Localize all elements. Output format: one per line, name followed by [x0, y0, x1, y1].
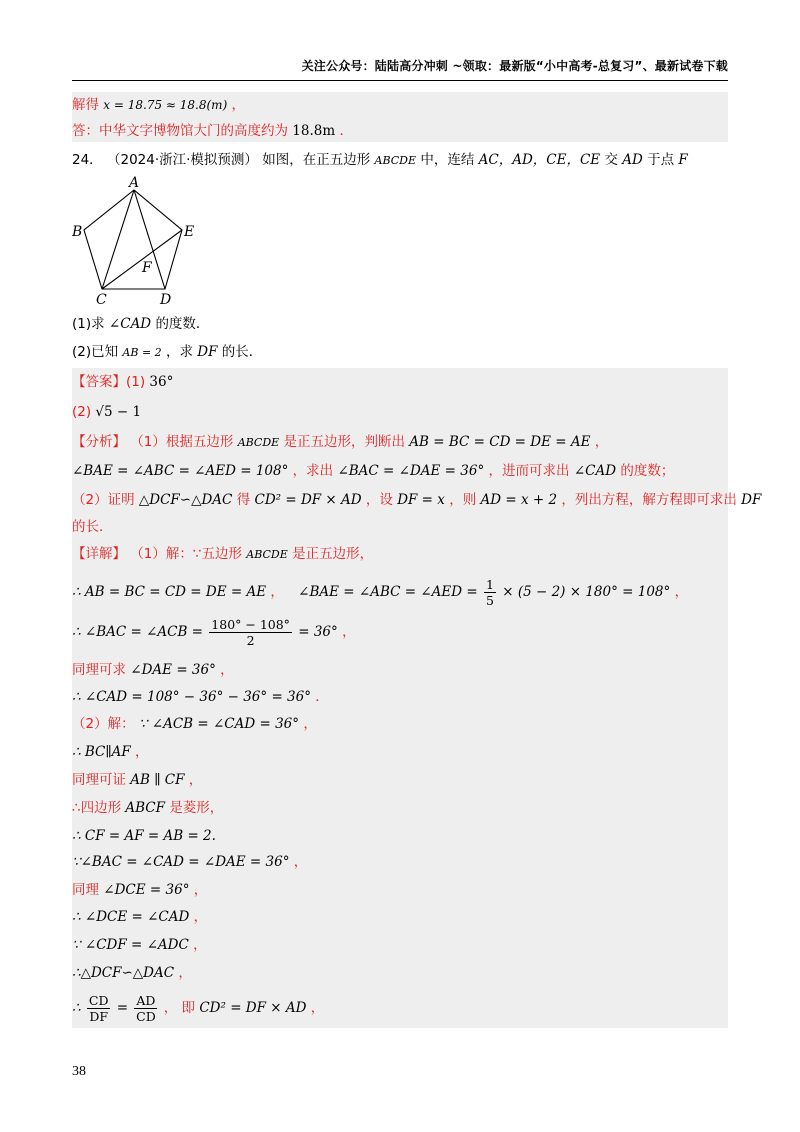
question-text-b: 中，连结	[420, 152, 475, 168]
detail-line-9	[72, 798, 223, 818]
question-segments: AC，AD，CE，CE	[478, 152, 601, 168]
analysis-2-angle: ∠CAD	[573, 463, 617, 479]
detail-1-b: 是正五边形，	[292, 546, 374, 562]
question-part1	[72, 314, 209, 334]
detail-9-a: ∴四边形	[72, 800, 122, 816]
detail-line-11	[72, 852, 307, 872]
part2-text-a: (2)已知	[72, 344, 119, 360]
answer-tail: ．	[339, 123, 353, 139]
detail-1-a: （1）解：∵五边形	[130, 546, 242, 562]
detail-2-eq: ∴ AB = BC = CD = DE = AE	[72, 584, 267, 600]
detail-line-14	[72, 935, 207, 955]
fraction-angle	[209, 617, 292, 648]
question-stem	[72, 150, 688, 171]
detail-8-a: 同理可证	[72, 772, 126, 788]
detail-12-tail: ，	[193, 882, 208, 898]
part1-text-a: (1)求	[72, 316, 105, 332]
detail-tag: 【详解】	[72, 546, 126, 562]
answer-1-label: (1)	[126, 374, 146, 390]
detail-line-10	[72, 826, 216, 846]
detail-16-eq: =	[116, 1000, 129, 1016]
analysis-4: 的长．	[72, 519, 113, 535]
analysis-1-b: 是正五边形，判断出	[283, 434, 405, 450]
detail-4-eq: ∠DAE = 36°	[130, 662, 216, 678]
fraction-one-fifth	[484, 577, 496, 608]
question-point-f: F	[678, 152, 688, 168]
part2-text-b: ，求	[165, 344, 193, 360]
detail-line-4	[72, 660, 234, 680]
header-rule	[72, 80, 728, 81]
detail-14-eq: ∵ ∠CDF = ∠ADC	[72, 937, 189, 953]
detail-5-eq: ∴ ∠CAD = 108° − 36° − 36° = 36°	[72, 689, 311, 705]
detail-10-eq: ∴ CF = AF = AB = 2.	[72, 828, 216, 844]
detail-9-b: 是菱形，	[169, 800, 224, 816]
fraction-numerator: 1	[485, 576, 494, 592]
fraction-cd-df	[87, 993, 111, 1024]
analysis-line-1	[72, 432, 608, 453]
part2-condition: AB = 2	[122, 346, 162, 359]
detail-line-16	[72, 990, 324, 1026]
analysis-3-eq: CD² = DF × AD	[254, 492, 362, 508]
detail-11-eq: ∵∠BAC = ∠CAD = ∠DAE = 36°	[72, 854, 290, 870]
page-number: 38	[72, 1064, 86, 1079]
analysis-3-df: DF	[741, 492, 762, 508]
pentagon-figure	[72, 176, 212, 306]
detail-7-tail: ，	[135, 744, 149, 760]
analysis-2-c: ，进而可求出	[488, 463, 570, 479]
part2-text-c: 的长．	[221, 344, 263, 360]
solve-label: 解得	[72, 97, 99, 113]
prev-answer-line	[72, 121, 353, 141]
detail-16-sep: ，	[163, 1000, 178, 1016]
answer-value: 18.8m	[292, 123, 336, 139]
detail-line-5	[72, 687, 329, 707]
answer-line-1	[72, 372, 173, 392]
detail-line-2	[72, 574, 688, 610]
answer-tag: 【答案】	[72, 374, 126, 390]
detail-7-eq: ∴ BC∥AF	[72, 744, 131, 760]
detail-12-a: 同理	[72, 882, 99, 898]
answer-2-label: (2)	[72, 404, 92, 420]
fraction-numerator: 180° − 108°	[211, 616, 290, 632]
detail-16-ji: 即	[181, 1000, 196, 1016]
segment-ac	[102, 190, 134, 289]
detail-4-tail: ，	[220, 662, 234, 678]
analysis-line-4	[72, 517, 113, 537]
detail-3-a: ∴ ∠BAC = ∠ACB =	[72, 624, 203, 640]
detail-13-eq: ∴ ∠DCE = ∠CAD	[72, 909, 190, 925]
analysis-3-a: （2）证明	[72, 492, 135, 508]
analysis-2-eq2: ∠BAC = ∠DAE = 36°	[337, 463, 485, 479]
detail-line-1	[72, 544, 373, 565]
question-text-c: 交	[604, 152, 618, 168]
analysis-3-e: ，列出方程，解方程即可求出	[561, 492, 737, 508]
analysis-3-b: 得	[236, 492, 251, 508]
detail-5-tail: ．	[315, 689, 329, 705]
question-pentagon: ABCDE	[374, 154, 417, 167]
detail-3-tail: ，	[342, 624, 356, 640]
fraction-denominator: 5	[485, 592, 494, 608]
question-part2	[72, 342, 262, 363]
detail-11-tail: ，	[293, 854, 308, 870]
detail-line-8	[72, 770, 202, 790]
fraction-denominator: DF	[89, 1008, 109, 1024]
analysis-1-eq: AB = BC = CD = DE = AE	[409, 434, 591, 450]
detail-line-7	[72, 742, 149, 762]
analysis-2-d: 的度数；	[620, 463, 675, 479]
analysis-1-tail: ，	[594, 434, 609, 450]
analysis-tag: 【分析】	[72, 434, 126, 450]
answer-2-value: √5 − 1	[95, 404, 142, 420]
detail-12-eq: ∠DCE = 36°	[103, 882, 190, 898]
fraction-denominator: 2	[246, 632, 255, 648]
analysis-3-d: ，则	[449, 492, 477, 508]
detail-16-tail: ，	[310, 1000, 325, 1016]
page-header: 关注公众号：陆陆高分冲刺 ~领取：最新版“小中高考-总复习”、最新试卷下载	[301, 59, 728, 73]
detail-6-tail: ，	[303, 716, 317, 732]
pentagon-outline	[84, 190, 182, 289]
detail-2-tail: ，	[674, 584, 689, 600]
analysis-1-a: （1）根据五边形	[130, 434, 234, 450]
detail-14-tail: ，	[193, 937, 207, 953]
analysis-line-3	[72, 490, 761, 510]
fraction-denominator: CD	[136, 1008, 156, 1024]
analysis-2-b: ，求出	[292, 463, 334, 479]
part2-df: DF	[197, 344, 218, 360]
detail-2-eq2: ∠BAE = ∠ABC = ∠AED =	[298, 584, 478, 600]
fraction-numerator: AD	[136, 992, 156, 1008]
analysis-1-pentagon: ABCDE	[237, 436, 280, 449]
detail-4-a: 同理可求	[72, 662, 126, 678]
analysis-3-set: DF = x	[397, 492, 445, 508]
answer-line-2	[72, 402, 141, 422]
detail-6-a: （2）解：	[72, 716, 135, 732]
prev-solve-line	[72, 95, 245, 115]
detail-1-pentagon: ABCDE	[246, 548, 288, 561]
fraction-ad-cd	[134, 993, 157, 1024]
analysis-line-2	[72, 461, 674, 481]
solve-tail: ，	[231, 97, 246, 113]
detail-15-tail: ，	[178, 965, 192, 981]
part1-text-b: 的度数．	[155, 316, 210, 332]
label-b: B	[72, 224, 83, 240]
fraction-numerator: CD	[88, 992, 109, 1008]
analysis-3-sim: △DCF∽△DAC	[138, 492, 233, 508]
label-f: F	[142, 260, 152, 276]
label-c: C	[96, 292, 107, 306]
detail-line-12	[72, 880, 207, 900]
detail-line-6	[72, 714, 317, 734]
detail-9-eq: ABCF	[125, 800, 166, 816]
question-text-a: 如图，在正五边形	[262, 152, 371, 168]
detail-line-3	[72, 614, 356, 650]
detail-6-eq: ∵ ∠ACB = ∠CAD = 36°	[138, 716, 300, 732]
detail-line-15	[72, 963, 192, 983]
question-source: （2024·浙江·模拟预测）	[106, 152, 258, 168]
answer-prefix: 答：中华文字博物馆大门的高度约为	[72, 123, 288, 139]
question-number: 24．	[72, 152, 103, 168]
part1-angle: ∠CAD	[108, 316, 152, 332]
label-d: D	[160, 292, 172, 306]
label-a: A	[129, 176, 140, 191]
answer-1-value: 36°	[149, 374, 174, 390]
detail-15-eq: ∴△DCF∽△DAC	[72, 965, 175, 981]
question-segment-ad: AD	[622, 152, 643, 168]
detail-16-eq2: CD² = DF × AD	[199, 1000, 307, 1016]
detail-13-tail: ，	[193, 909, 208, 925]
solve-expression: x = 18.75 ≈ 18.8(m)	[103, 98, 228, 112]
detail-line-13	[72, 907, 207, 927]
detail-2-rest: × (5 − 2) × 180° = 108°	[502, 584, 671, 600]
analysis-3-ad: AD = x + 2	[480, 492, 558, 508]
question-text-d: 于点	[647, 152, 675, 168]
detail-16-therefore: ∴	[72, 1000, 81, 1016]
detail-3-b: = 36°	[298, 624, 338, 640]
analysis-2-eq: ∠BAE = ∠ABC = ∠AED = 108°	[72, 463, 289, 479]
detail-8-tail: ，	[188, 772, 203, 788]
detail-8-eq: AB ∥ CF	[130, 772, 185, 788]
detail-2-sep: ，	[270, 584, 284, 600]
label-e: E	[184, 224, 195, 240]
analysis-3-c: ，设	[365, 492, 393, 508]
